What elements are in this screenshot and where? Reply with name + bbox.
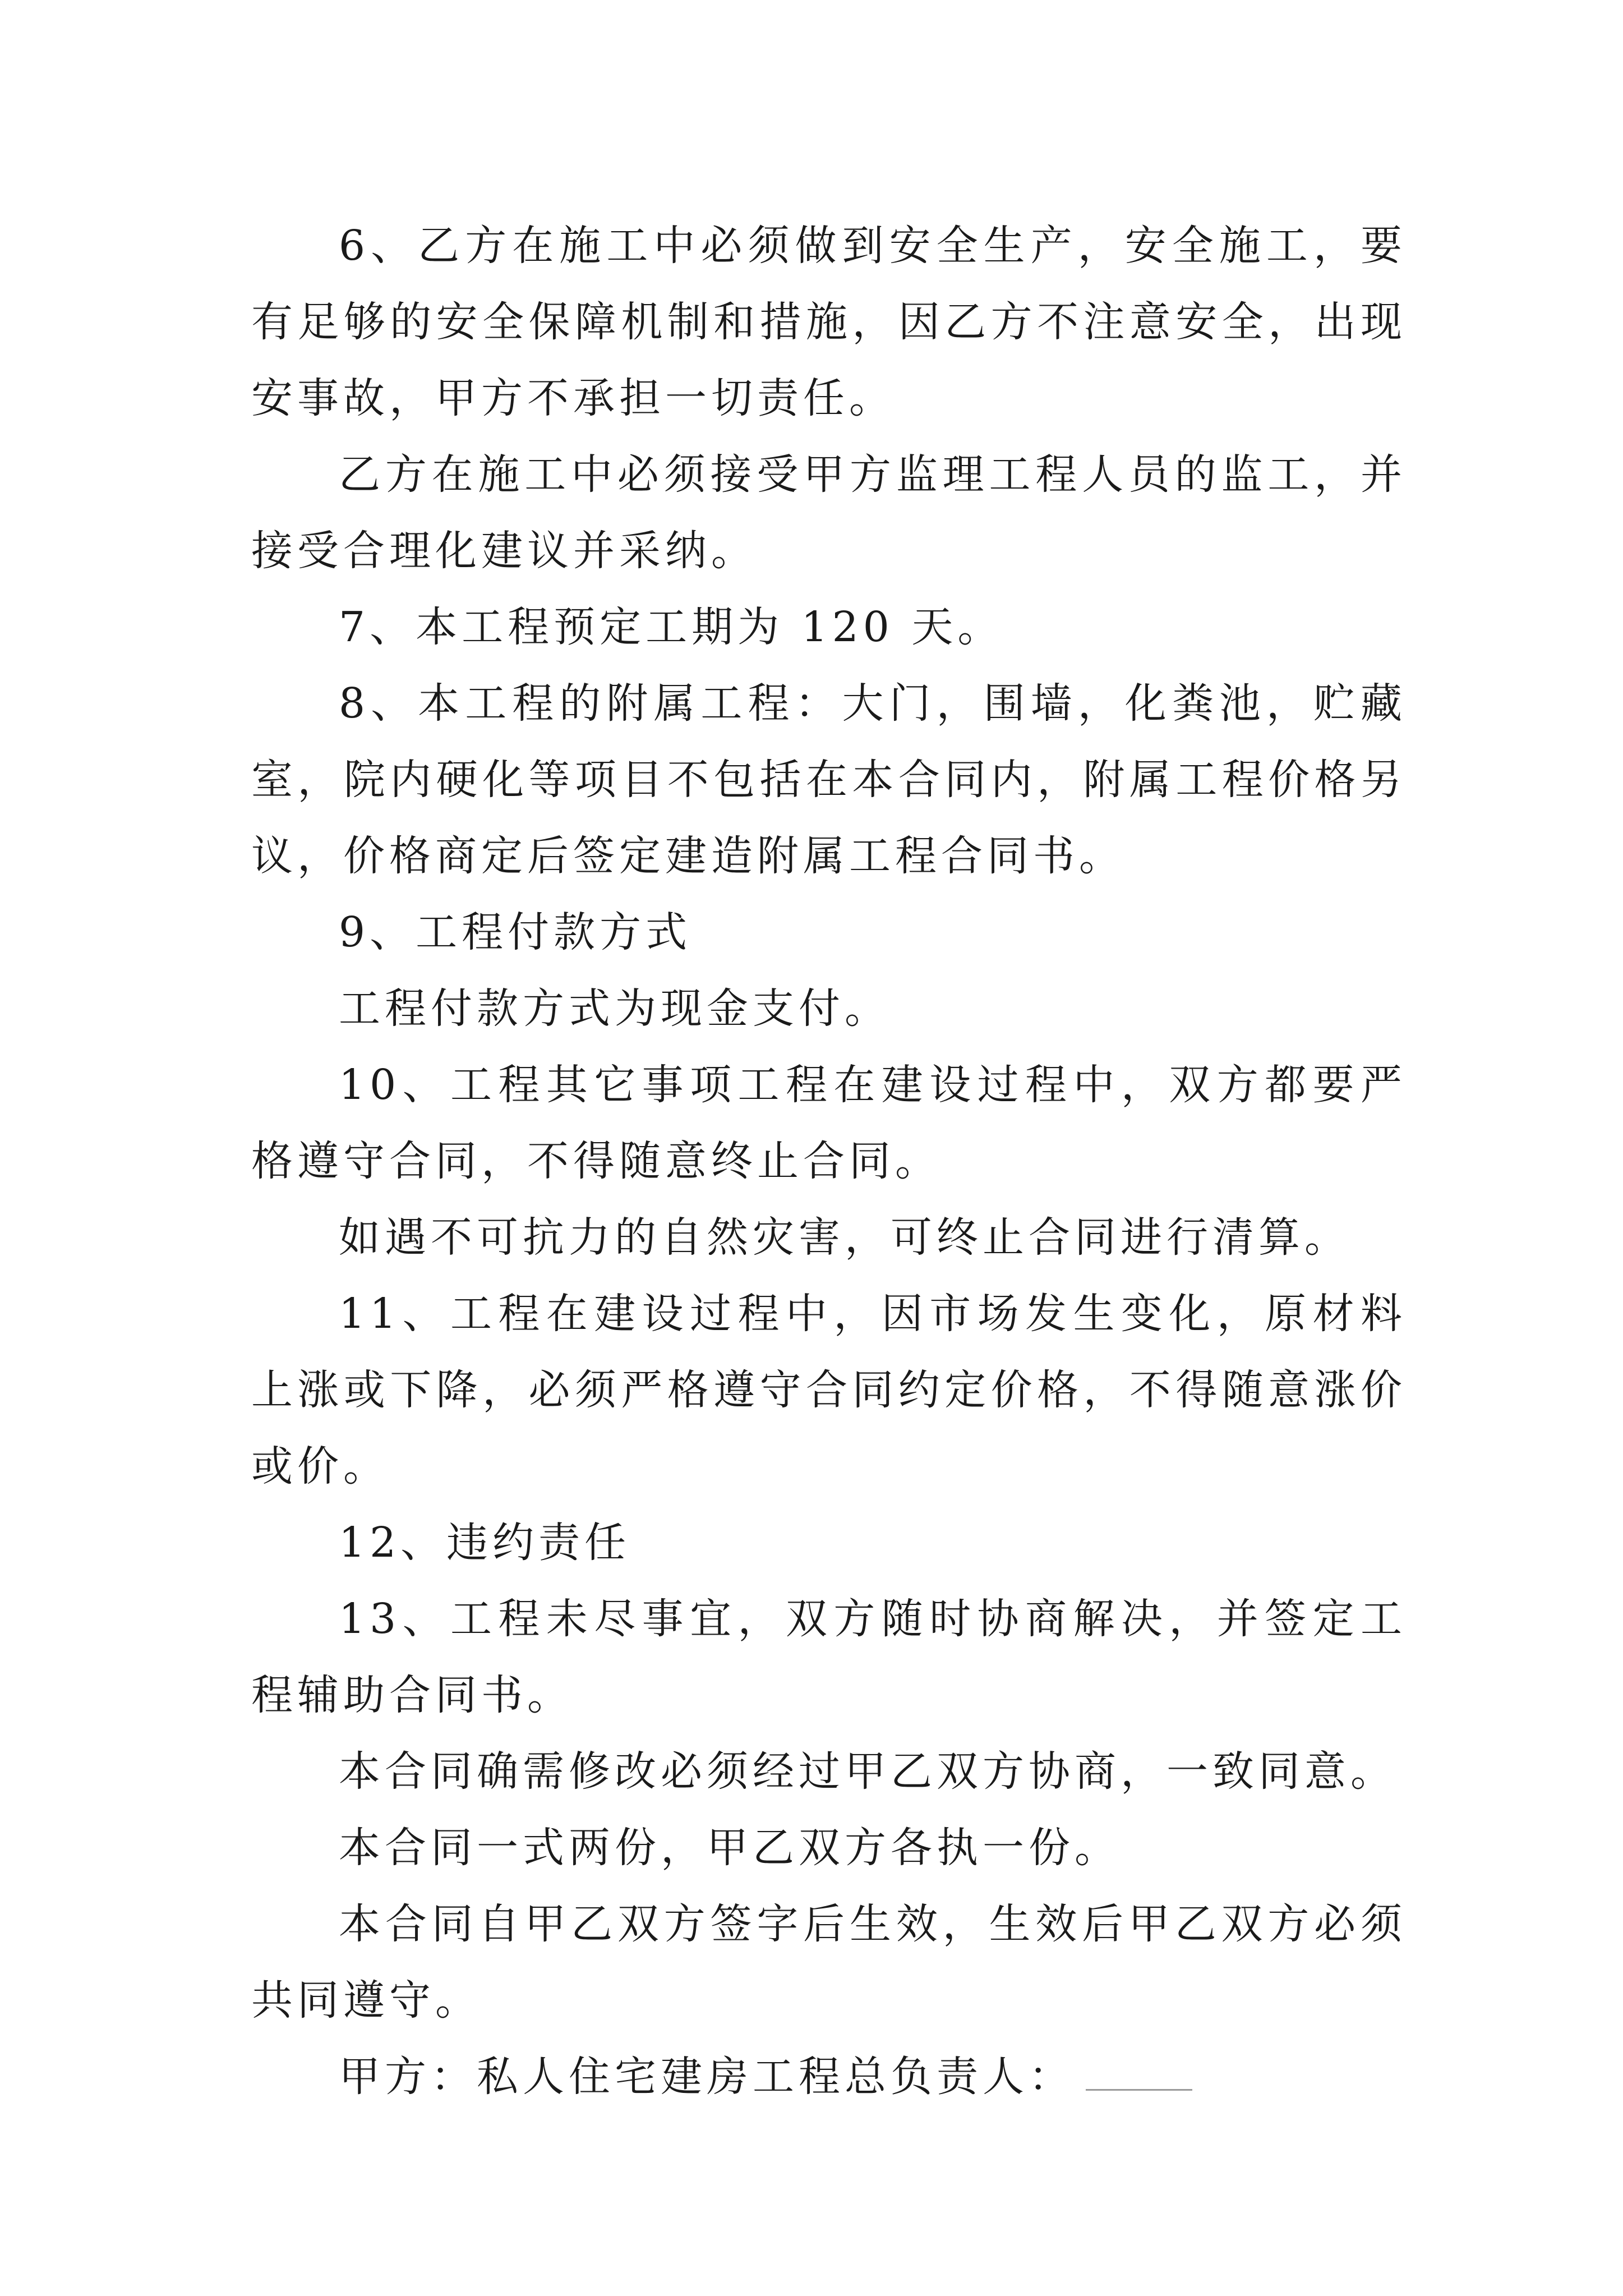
clause-6-supervision: 乙方在施工中必须接受甲方监理工程人员的监工，并接受合理化建议并采纳。 [251,450,1407,575]
clause-10: 10、工程其它事项工程在建设过程中，双方都要严格遵守合同，不得随意终止合同。 [251,1061,1407,1185]
clause-13: 13、工程未尽事宜，双方随时协商解决，并签定工程辅助合同书。 [251,1595,1407,1719]
contract-body [251,208,1407,2115]
clause-effective: 本合同自甲乙双方签字后生效，生效后甲乙双方必须共同遵守。 [251,1900,1407,2024]
clause-7: 7、本工程预定工期为 120 天。 [339,603,1004,651]
clause-9: 9、工程付款方式 [339,908,692,956]
clause-6: 6、乙方在施工中必须做到安全生产，安全施工，要有足够的安全保障机制和措施，因乙方不注意安全，出现安事故，甲方不承担一切责任。 [251,222,1407,422]
signature-line [251,2039,1407,2115]
clause-12: 12、违约责任 [339,1519,631,1567]
clause-11: 11、工程在建设过程中，因市场发生变化，原材料上涨或下降，必须严格遵守合同约定价格，不得随意涨价或价。 [251,1290,1407,1490]
signature-blank[interactable] [1086,2055,1192,2091]
clause-amendment: 本合同确需修改必须经过甲乙双方协商，一致同意。 [339,1747,1396,1796]
clause-8: 8、本工程的附属工程：大门，围墙，化粪池，贮藏室，院内硬化等项目不包括在本合同内，附属工程价格另议，价格商定后签定建造附属工程合同书。 [251,679,1407,880]
clause-10-force-majeure: 如遇不可抗力的自然灾害，可终止合同进行清算。 [339,1213,1350,1262]
signature-label: 甲方：私人住宅建房工程总负责人： [339,2053,1075,2101]
clause-9-payment: 工程付款方式为现金支付。 [339,984,891,1033]
clause-copies: 本合同一式两份，甲乙双方各执一份。 [339,1824,1121,1872]
